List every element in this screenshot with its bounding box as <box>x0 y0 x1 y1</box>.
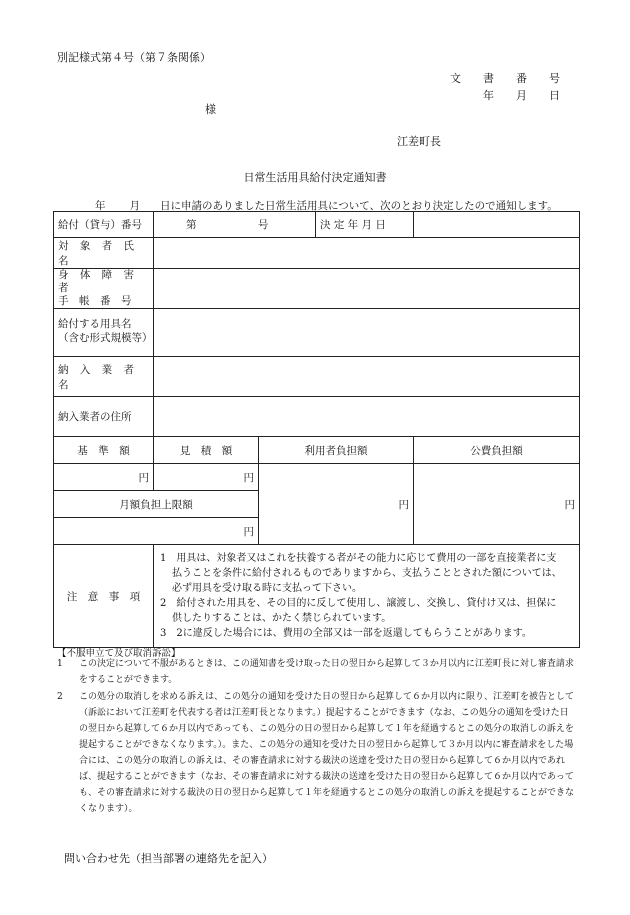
monthly-limit-label: 月額負担上限額 <box>54 491 259 518</box>
appeal-item-2: 2 この処分の取消しを求める訴えは、この処分の通知を受けた日の翌日から起算して６か月以内に限り、江差町を被告として（訴訟において江差町を代表する者は江差町長となります。）提起することができます（なお、この処分の通知を受けた日の翌日から起算して６か月以内であっても、この処分の日の翌日から起算して１年を経過するとこの処分の取消しの訴えを提起することができなくなります。）。また、この処分の通知を受けた日の翌日から起算して３か月以内に審査請求をした場合には、この処分の取消しの訴えは、その審査請求に対する裁決の送達を受けた日の翌日から起算して６か月以内であれば、提起することができます（なお、その審査請求に対する裁決の送達を受けた日の翌日から起算して６か月以内であっても、その審査請求に対する裁決の日の翌日から起算して１年を経過するとこの処分の取消しの訴えを提起することができなくなります）。 <box>57 692 575 814</box>
document-title: 日常生活用具給付決定通知書 <box>243 171 387 184</box>
document-date-label: 年 月 日 <box>483 89 560 102</box>
handbook-number-label: 身 体 障 害 者 手 帳 番 号 <box>54 269 154 309</box>
user-burden-label: 利用者負担額 <box>259 437 414 464</box>
estimate-amount-label: 見 積 額 <box>154 437 259 464</box>
estimate-amount-field[interactable]: 円 <box>154 464 259 491</box>
grant-number-label: 給付（貸与）番号 <box>54 212 154 238</box>
decision-table <box>53 211 580 648</box>
appeal-item-1: 1 この決定について不服があるときは、この通知書を受け取った日の翌日から起算して３か月以内に江差町長に対し審査請求をすることができます。 <box>57 659 574 685</box>
document-number-label: 文 書 番 号 <box>450 72 560 85</box>
grant-number-field[interactable]: 第 号 <box>154 212 316 238</box>
subject-name-label: 対 象 者 氏 名 <box>54 238 154 269</box>
decision-date-field[interactable] <box>414 212 580 238</box>
supplier-name-field[interactable] <box>154 357 580 397</box>
handbook-number-field[interactable] <box>154 269 580 309</box>
addressee-suffix: 様 <box>205 103 216 116</box>
base-amount-field[interactable]: 円 <box>54 464 154 491</box>
item-name-field[interactable] <box>154 309 580 357</box>
public-burden-label: 公費負担額 <box>414 437 580 464</box>
subject-name-field[interactable] <box>154 238 580 269</box>
appeal-heading: 【不服申立て及び取消訴訟】 <box>57 648 181 659</box>
monthly-limit-field[interactable]: 円 <box>54 518 259 545</box>
item-name-label: 給付する用具名 （含む形式規模等） <box>54 309 154 357</box>
intro-sentence: 年 月 日に申請のありました日常生活用具について、次のとおり決定したので通知します。 <box>95 200 558 212</box>
base-amount-label: 基 準 額 <box>54 437 154 464</box>
supplier-address-field[interactable] <box>154 397 580 437</box>
supplier-address-label: 納入業者の住所 <box>54 397 154 437</box>
issuer-name: 江差町長 <box>397 135 441 148</box>
supplier-name-label: 納 入 業 者 名 <box>54 357 154 397</box>
notes-text: 1 用具は、対象者又はこれを扶養する者がその能力に応じて費用の一部を直接業者に支 払うことを条件に給付されるものでありますから、支払うこととされた額については、 必ず用具を受け取る時に支払って下さい。 2 給付された用具を、その目的に反して使用し、譲渡し、交換し、貸付け又は、担保に 供したりすることは、かたく禁じられています。 3 2に違反した場合には、費用の全部又は一部を返還してもらうことがあります。 <box>154 545 580 648</box>
form-number: 別記様式第４号（第７条関係） <box>57 51 211 64</box>
decision-date-label: 決 定 年 月 日 <box>316 212 414 238</box>
contact-info: 問い合わせ先（担当部署の連絡先を記入） <box>64 852 273 865</box>
notes-label: 注 意 事 項 <box>54 545 154 648</box>
user-burden-field[interactable]: 円 <box>259 464 414 545</box>
public-burden-field[interactable]: 円 <box>414 464 580 545</box>
